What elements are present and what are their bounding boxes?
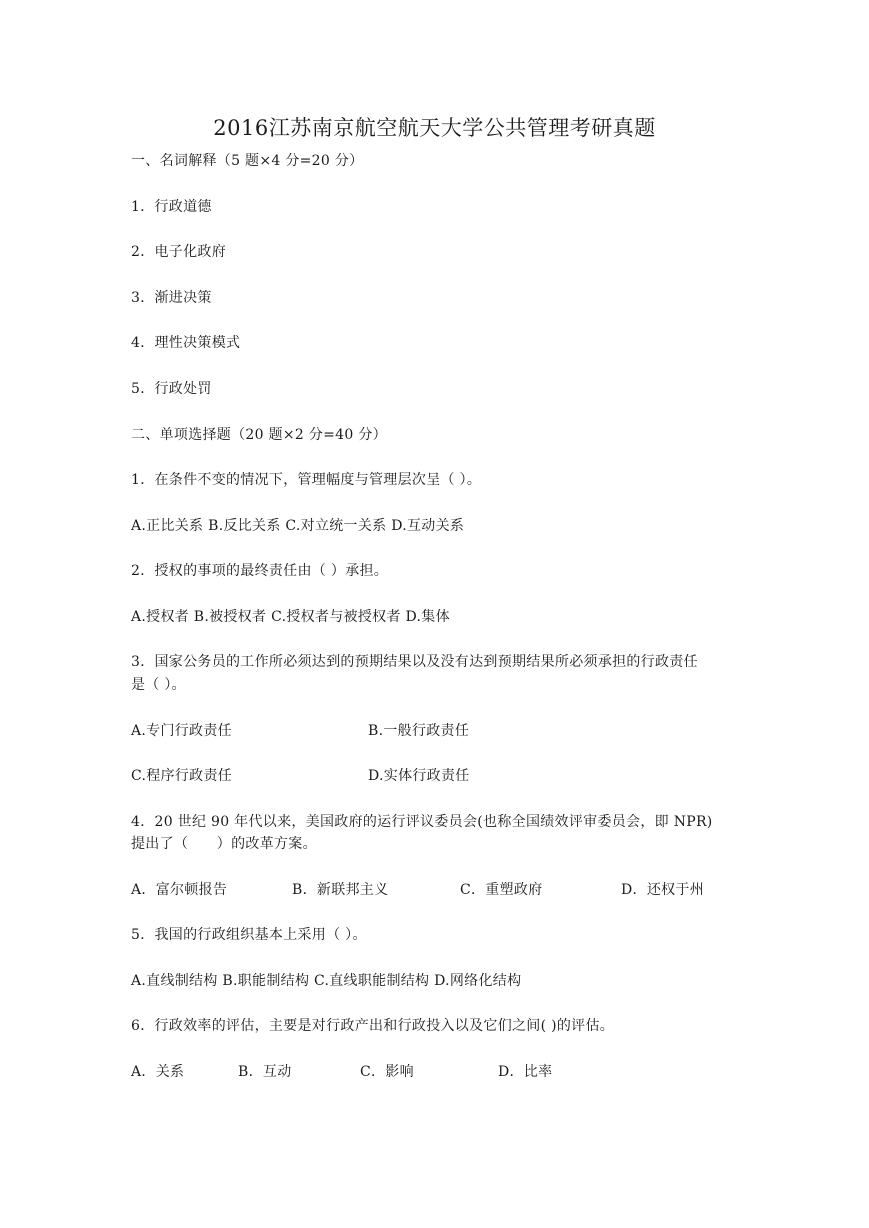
question-option: D.实体行政责任 [368, 768, 470, 784]
question-option: B.一般行政责任 [368, 723, 470, 739]
question-text: 是（ ）。 [131, 677, 186, 693]
question-option: D．比率 [498, 1064, 553, 1080]
question-option: B．新联邦主义 [292, 882, 389, 898]
question-option: D．还权于州 [621, 882, 705, 898]
question-text: 3．国家公务员的工作所必须达到的预期结果以及没有达到预期结果所必须承担的行政责任 [131, 654, 698, 670]
list-item: 5．行政处罚 [131, 381, 212, 397]
list-item: 1．行政道德 [131, 199, 212, 215]
list-item: 4．理性决策模式 [131, 335, 241, 351]
question-text: 5．我国的行政组织基本上采用（ ）。 [131, 927, 367, 943]
question-option: A．富尔顿报告 [131, 882, 228, 898]
question-text: 提出了（ ）的改革方案。 [131, 836, 317, 852]
question-text: 4．20 世纪 90 年代以来，美国政府的运行评议委员会(也称全国绩效评审委员会，即 NPR) [131, 814, 713, 830]
question-options: A.正比关系 B.反比关系 C.对立统一关系 D.互动关系 [131, 518, 465, 534]
question-options: A.直线制结构 B.职能制结构 C.直线职能制结构 D.网络化结构 [131, 973, 522, 989]
section-heading: 二、单项选择题（20 题×2 分=40 分） [131, 427, 387, 443]
list-item: 3．渐进决策 [131, 290, 212, 306]
question-options: A.授权者 B.被授权者 C.授权者与被授权者 D.集体 [131, 609, 450, 625]
question-option: B．互动 [238, 1064, 292, 1080]
page-title: 2016江苏南京航空航天大学公共管理考研真题 [213, 116, 656, 140]
question-option: C.程序行政责任 [131, 768, 233, 784]
question-text: 6．行政效率的评估，主要是对行政产出和行政投入以及它们之间( )的评估。 [131, 1018, 615, 1034]
question-option: A．关系 [131, 1064, 185, 1080]
question-text: 2．授权的事项的最终责任由（ ）承担。 [131, 563, 389, 579]
question-option: C．影响 [360, 1064, 414, 1080]
question-option: A.专门行政责任 [131, 723, 232, 739]
question-option: C．重塑政府 [460, 882, 543, 898]
section-heading: 一、名词解释（5 题×4 分=20 分） [131, 153, 364, 169]
question-text: 1．在条件不变的情况下，管理幅度与管理层次呈（ ）。 [131, 472, 482, 488]
list-item: 2．电子化政府 [131, 244, 227, 260]
